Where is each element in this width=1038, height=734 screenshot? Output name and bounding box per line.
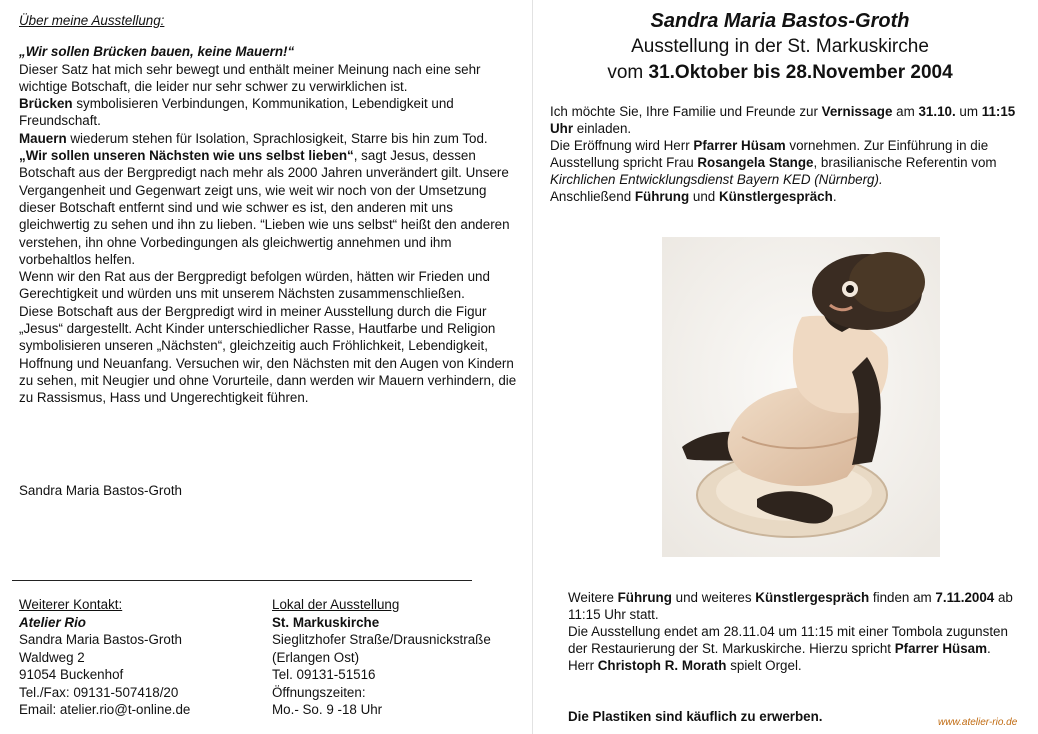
paragraph-6: Diese Botschaft aus der Bergpredigt wird in meiner Ausstellung durch die Figur „Jesus“ dargestellt. Acht Kinder unterschiedlicher Rasse, Hautfarbe und Religion symbolisieren unseren „Nächsten“, gleichzeitig auch Fröhlichkeit, Lebendigkeit, Hoffnung und Neuanfang. Versuchen wir, den Nächsten mit den Augen von Kindern zu sehen, mit Neugier und ohne Vorurteile, dann werden wir Mauern verhindern, die zu Rassismus, Hass und Ungerechtigkeit führen.	[19, 303, 517, 406]
further-events-text	[568, 589, 1013, 674]
paragraph-4: „Wir sollen unseren Nächsten wie uns selbst lieben“, sagt Jesus, dessen Botschaft aus der Bergpredigt nach mehr als 2000 Jahren unverändert gilt. Unsere Vergangenheit und Gegenwart zeigt uns, wie weit wir noch von der Umsetzung dieser Botschaft entfernt sind und wie schwer es ist, den anderen mit uns gleichwertig zu sehen und ihn zu lieben. “Lieben wie uns selbst“ heißt den anderen verstehen, ihn ohne Vorbedingungen als gleichwertig annehmen und ihm vorbehaltlos helfen.	[19, 148, 510, 267]
contact-name: Atelier Rio	[19, 614, 86, 630]
sculpture-image	[662, 237, 940, 557]
contact-phone: Tel./Fax: 09131-507418/20	[19, 684, 179, 700]
contact-block	[19, 596, 190, 719]
about-exhibition-text	[19, 12, 524, 407]
venue-block	[272, 596, 491, 719]
venue-hours: Mo.- So. 9 -18 Uhr	[272, 702, 383, 717]
quote-bridges: „Wir sollen Brücken bauen, keine Mauern!“	[19, 44, 295, 60]
paragraph-1: Dieser Satz hat mich sehr bewegt und enthält meiner Meinung nach eine sehr wichtige Botschaft, die leider nur sehr schwer zu verwirklichen ist.	[19, 61, 481, 94]
contact-city: 91054 Buckenhof	[19, 667, 124, 682]
paragraph-5: Wenn wir den Rat aus der Bergpredigt befolgen würden, hätten wir Frieden und Gerechtigkeit und würden uns mit unserem Nächsten zusammenschließen.	[19, 269, 490, 302]
exhibition-venue-title: Ausstellung in der St. Markuskirche	[631, 36, 929, 57]
sculpture-photo	[662, 237, 940, 557]
exhibition-dates: vom 31.Oktober bis 28.November 2004	[607, 62, 953, 83]
invitation-text	[550, 103, 1020, 205]
venue-name: St. Markuskirche	[272, 614, 380, 630]
afterwards-paragraph: Anschließend Führung und Künstlergespräch.	[550, 189, 837, 204]
contact-person: Sandra Maria Bastos-Groth	[19, 632, 182, 647]
invitation-paragraph: Ich möchte Sie, Ihre Familie und Freunde zur Vernissage am 31.10. um 11:15 Uhr einladen.	[550, 104, 1016, 136]
website-link[interactable]: www.atelier-rio.de	[938, 717, 1018, 728]
venue-area: (Erlangen Ost)	[272, 649, 360, 665]
venue-phone: Tel. 09131-51516	[272, 667, 376, 682]
for-sale-note: Die Plastiken sind käuflich zu erwerben.	[568, 709, 823, 724]
contact-heading: Weiterer Kontakt:	[19, 597, 123, 612]
contact-street: Waldweg 2	[19, 649, 85, 665]
venue-street: Sieglitzhofer Straße/Drausnickstraße	[272, 632, 491, 647]
divider	[12, 580, 472, 581]
quote-love: „Wir sollen unseren Nächsten wie uns selbst lieben“	[19, 148, 354, 164]
fold-line	[532, 0, 533, 734]
artist-name: Sandra Maria Bastos-Groth	[650, 10, 910, 32]
venue-hours-label: Öffnungszeiten:	[272, 684, 366, 700]
paragraph-3: Mauern wiederum stehen für Isolation, Sprachlosigkeit, Starre bis hin zum Tod.	[19, 130, 488, 146]
venue-heading: Lokal der Ausstellung	[272, 597, 400, 612]
more-tours-paragraph: Weitere Führung und weiteres Künstlergespräch finden am 7.11.2004 ab 11:15 Uhr statt.	[568, 590, 1013, 622]
contact-email[interactable]: Email: atelier.rio@t-online.de	[19, 702, 191, 717]
exhibition-title	[545, 8, 1015, 86]
opening-paragraph: Die Eröffnung wird Herr Pfarrer Hüsam vornehmen. Zur Einführung in die Ausstellung spricht Frau Rosangela Stange, brasilianische Referentin vom Kirchlichen Entwicklungsdienst Bayern KED (Nürnberg).	[550, 138, 997, 187]
about-heading: Über meine Ausstellung:	[19, 13, 165, 28]
paragraph-2: Brücken symbolisieren Verbindungen, Kommunikation, Lebendigkeit und Freundschaft.	[19, 96, 454, 129]
closing-event-paragraph: Die Ausstellung endet am 28.11.04 um 11:15 mit einer Tombola zugunsten der Restaurierung der St. Markuskirche. Hierzu spricht Pfarrer Hüsam. Herr Christoph R. Morath spielt Orgel.	[568, 624, 1008, 673]
signature: Sandra Maria Bastos-Groth	[19, 483, 182, 498]
